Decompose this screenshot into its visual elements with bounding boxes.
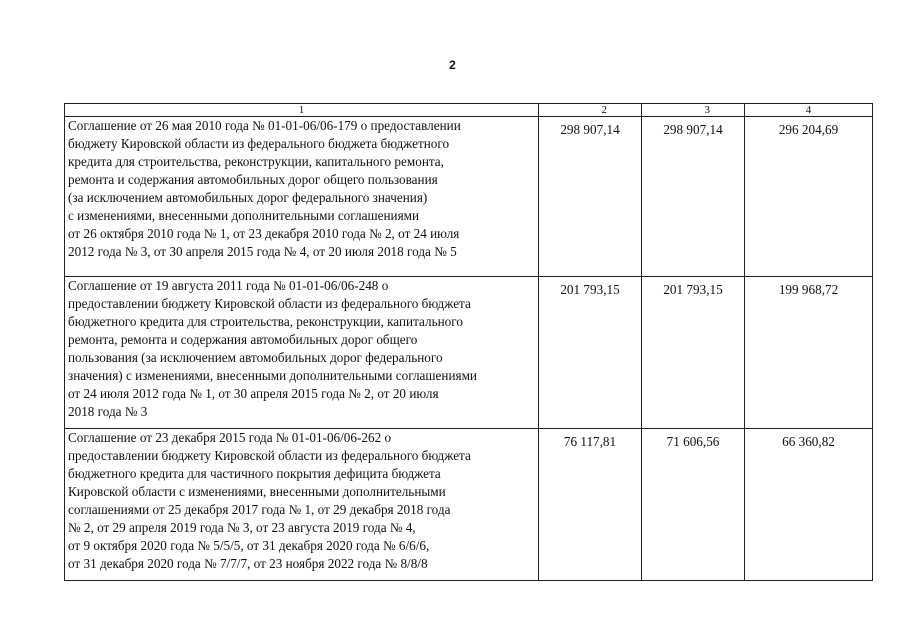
table-header-row: [65, 104, 873, 117]
value-col-3: 201 793,15: [642, 277, 745, 429]
page-number: 2: [449, 58, 456, 72]
description-line: от 9 октября 2020 года № 5/5/5, от 31 декабря 2020 года № 6/6/6,: [68, 538, 430, 553]
description-line: 2012 года № 3, от 30 апреля 2015 года № 4, от 20 июля 2018 года № 5: [68, 244, 457, 259]
value-col-3: 71 606,56: [642, 429, 745, 581]
value-col-4: 199 968,72: [745, 277, 873, 429]
description-line: предоставлении бюджету Кировской области из федерального бюджета: [68, 296, 471, 311]
description-line: ремонта, ремонта и содержания автомобильных дорог общего: [68, 332, 418, 347]
description-line: предоставлении бюджету Кировской области из федерального бюджета: [68, 448, 471, 463]
description-line: Кировской области с изменениями, внесенными дополнительными: [68, 484, 446, 499]
description-line: Соглашение от 19 августа 2011 года № 01-01-06/06-248 о: [68, 278, 389, 293]
description-line: бюджету Кировской области из федерального бюджета бюджетного: [68, 136, 450, 151]
agreement-description: [65, 117, 539, 277]
description-line: Соглашение от 26 мая 2010 года № 01-01-06/06-179 о предоставлении: [68, 118, 461, 133]
description-line: пользования (за исключением автомобильных дорог федерального: [68, 350, 443, 365]
agreement-description: [65, 429, 539, 581]
agreements-table: [64, 103, 873, 581]
table-row: [65, 429, 873, 581]
description-line: 2018 года № 3: [68, 404, 148, 419]
description-line: от 24 июля 2012 года № 1, от 30 апреля 2015 года № 2, от 20 июля: [68, 386, 439, 401]
agreement-description: [65, 277, 539, 429]
value-col-2: 298 907,14: [539, 117, 642, 277]
column-header-3: 3: [642, 104, 745, 117]
description-line: № 2, от 29 апреля 2019 года № 3, от 23 августа 2019 года № 4,: [68, 520, 416, 535]
description-line: Соглашение от 23 декабря 2015 года № 01-01-06/06-262 о: [68, 430, 392, 445]
description-line: бюджетного кредита для частичного покрытия дефицита бюджета: [68, 466, 441, 481]
value-col-4: 66 360,82: [745, 429, 873, 581]
column-header-1: 1: [65, 104, 539, 117]
description-line: соглашениями от 25 декабря 2017 года № 1, от 29 декабря 2018 года: [68, 502, 451, 517]
table-row: [65, 117, 873, 277]
table-row: [65, 277, 873, 429]
description-line: кредита для строительства, реконструкции, капитального ремонта,: [68, 154, 444, 169]
description-line: от 31 декабря 2020 года № 7/7/7, от 23 ноября 2022 года № 8/8/8: [68, 556, 428, 571]
description-line: с изменениями, внесенными дополнительными соглашениями: [68, 208, 420, 223]
value-col-4: 296 204,69: [745, 117, 873, 277]
description-line: значения) с изменениями, внесенными дополнительными соглашениями: [68, 368, 477, 383]
value-col-2: 201 793,15: [539, 277, 642, 429]
column-header-2: 2: [539, 104, 642, 117]
description-line: ремонта и содержания автомобильных дорог общего пользования: [68, 172, 438, 187]
column-header-4: 4: [745, 104, 873, 117]
value-col-2: 76 117,81: [539, 429, 642, 581]
value-col-3: 298 907,14: [642, 117, 745, 277]
description-line: (за исключением автомобильных дорог федерального значения): [68, 190, 428, 205]
description-line: бюджетного кредита для строительства, реконструкции, капитального: [68, 314, 463, 329]
description-line: от 26 октября 2010 года № 1, от 23 декабря 2010 года № 2, от 24 июля: [68, 226, 460, 241]
